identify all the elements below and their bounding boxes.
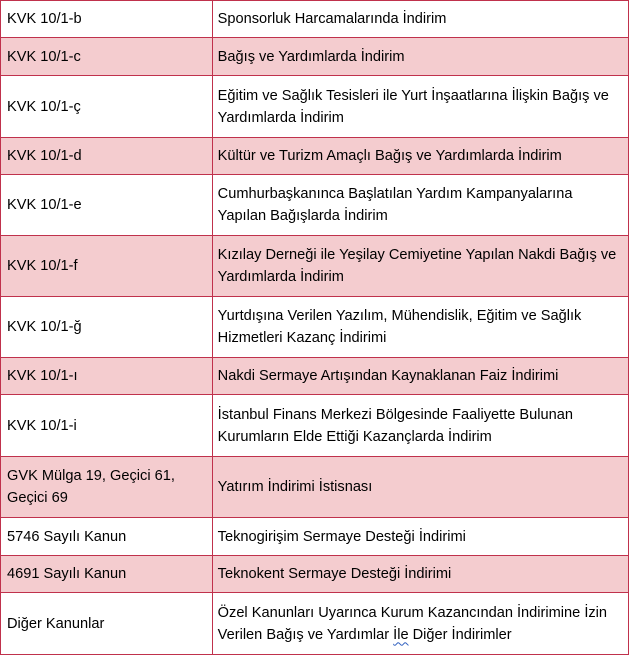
- row-code: 5746 Sayılı Kanun: [1, 518, 213, 556]
- table-row: [1, 236, 629, 297]
- row-code: KVK 10/1-f: [1, 236, 213, 297]
- table-row: [1, 297, 629, 358]
- row-description: [212, 593, 628, 655]
- table-row: [1, 76, 629, 138]
- row-description: Kültür ve Turizm Amaçlı Bağış ve Yardımlarda İndirim: [212, 138, 628, 175]
- row-description: Nakdi Sermaye Artışından Kaynaklanan Faiz İndirimi: [212, 358, 628, 395]
- row-code: KVK 10/1-i: [1, 395, 213, 457]
- table-row: [1, 593, 629, 655]
- table-row: [1, 1, 629, 38]
- row-code: KVK 10/1-c: [1, 38, 213, 76]
- row-description: Sponsorluk Harcamalarında İndirim: [212, 1, 628, 38]
- row-description: Teknogirişim Sermaye Desteği İndirimi: [212, 518, 628, 556]
- row-description: İstanbul Finans Merkezi Bölgesinde Faaliyette Bulunan Kurumların Elde Ettiği Kazançlarda İndirim: [212, 395, 628, 457]
- table-row: [1, 556, 629, 593]
- description-text: Özel Kanunları Uyarınca Kurum Kazancından İndirimine İzin Verilen Bağış ve Yardımlar: [217, 604, 608, 643]
- table-row: [1, 457, 629, 518]
- row-code: KVK 10/1-e: [1, 175, 213, 236]
- table-row: [1, 395, 629, 457]
- row-description: Eğitim ve Sağlık Tesisleri ile Yurt İnşaatlarına İlişkin Bağış ve Yardımlarda İndirim: [212, 76, 628, 138]
- row-description: Yurtdışına Verilen Yazılım, Mühendislik, Eğitim ve Sağlık Hizmetleri Kazanç İndirimi: [212, 297, 628, 358]
- table-row: [1, 138, 629, 175]
- row-code: GVK Mülga 19, Geçici 61, Geçici 69: [1, 457, 213, 518]
- row-description: Kızılay Derneği ile Yeşilay Cemiyetine Yapılan Nakdi Bağış ve Yardımlarda İndirim: [212, 236, 628, 297]
- row-description: Cumhurbaşkanınca Başlatılan Yardım Kampanyalarına Yapılan Bağışlarda İndirim: [212, 175, 628, 236]
- row-code: KVK 10/1-d: [1, 138, 213, 175]
- row-description: Yatırım İndirimi İstisnası: [212, 457, 628, 518]
- table-row: [1, 175, 629, 236]
- table-row: [1, 518, 629, 556]
- description-text: Diğer İndirimler: [408, 626, 512, 643]
- row-code: Diğer Kanunlar: [1, 593, 213, 655]
- row-code: KVK 10/1-ç: [1, 76, 213, 138]
- row-code: 4691 Sayılı Kanun: [1, 556, 213, 593]
- table-row: [1, 358, 629, 395]
- row-code: KVK 10/1-b: [1, 1, 213, 38]
- row-description: Bağış ve Yardımlarda İndirim: [212, 38, 628, 76]
- row-code: KVK 10/1-ı: [1, 358, 213, 395]
- row-description: Teknokent Sermaye Desteği İndirimi: [212, 556, 628, 593]
- table-row: [1, 38, 629, 76]
- row-code: KVK 10/1-ğ: [1, 297, 213, 358]
- spellcheck-flagged-word: İle: [393, 626, 409, 643]
